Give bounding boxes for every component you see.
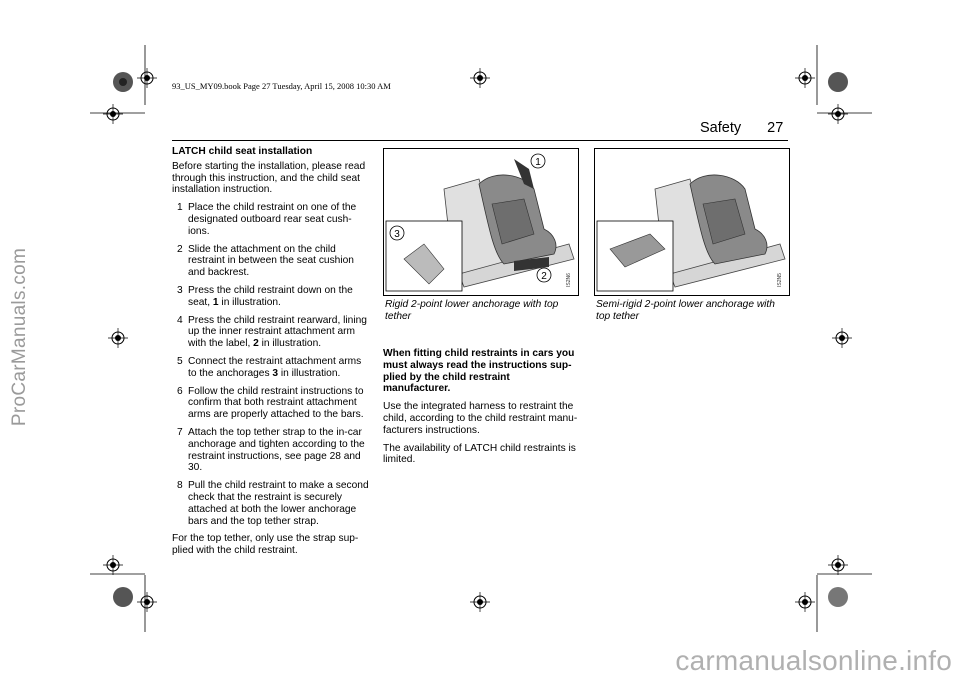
section-title: Safety [700, 120, 742, 136]
child-seat-illustration [384, 149, 578, 295]
side-watermark: ProCarManuals.com [9, 247, 30, 427]
header-rule [172, 140, 788, 141]
child-seat-illustration [595, 149, 789, 295]
crosshair-icon [828, 104, 848, 124]
registration-target-icon [823, 582, 853, 612]
callout-2: 2 [541, 271, 547, 282]
crosshair-icon [470, 68, 490, 88]
figure-rigid-anchorage [383, 148, 579, 296]
crosshair-icon [832, 328, 852, 348]
installation-steps [172, 202, 370, 527]
page-header [700, 120, 783, 136]
intro-paragraph: Before starting the installation, please read through this instruction, and the child seat installation instruction. [172, 160, 366, 196]
crosshair-icon [108, 328, 128, 348]
list-item: 7 Attach the top tether strap to the in-car anchorage and tighten according to the restraint instructions, see page 28 and 30. [177, 426, 365, 474]
list-item: 3 Press the child restraint down on the seat, 1 in illustration. [177, 284, 353, 308]
figure-code: IS2N5 [776, 273, 783, 287]
figure-semi-rigid-anchorage [594, 148, 790, 296]
outro-paragraph: For the top tether, only use the strap sup-plied with the child restraint. [172, 533, 359, 557]
figure-caption: Rigid 2-point lower anchorage with top tether [385, 299, 559, 322]
list-item: 8 Pull the child restraint to make a second check that the restraint is securely attached at both the lower anchorage bars and the top tether strap. [177, 480, 369, 527]
crosshair-icon [795, 592, 815, 612]
crosshair-icon [137, 68, 157, 88]
list-item: 4 Press the child restraint rearward, lining up the inner restraint attachment arm with the label, 2 in illustration. [177, 314, 367, 350]
list-item: 5 Connect the restraint attachment arms to the anchorages 3 in illustration. [177, 355, 362, 379]
harness-paragraph: Use the integrated harness to restraint the child, according to the child restraint manu-facturers instructions. [383, 401, 578, 436]
crosshair-icon [103, 104, 123, 124]
middle-column [383, 348, 579, 472]
callout-1: 1 [535, 157, 541, 168]
figure-caption: Semi-rigid 2-point lower anchorage with top tether [596, 299, 775, 322]
crosshair-icon [137, 592, 157, 612]
page-number: 27 [767, 120, 784, 136]
crosshair-icon [828, 555, 848, 575]
file-stamp: 93_US_MY09.book Page 27 Tuesday, April 15, 2008 10:30 AM [172, 81, 391, 91]
figure-code: IS2N6 [565, 273, 572, 287]
crosshair-icon [795, 68, 815, 88]
crosshair-icon [103, 555, 123, 575]
warning-paragraph: When fitting child restraints in cars you must always read the instructions sup-plied by the child restraint manufacturer. [383, 348, 575, 395]
list-item: 1 Place the child restraint on one of the designated outboard rear seat cush-ions. [177, 202, 357, 237]
section-heading: LATCH child seat installation [172, 146, 313, 157]
list-item: 2 Slide the attachment on the child restraint in between the seat cushion and backrest. [177, 243, 354, 279]
registration-target-icon [108, 67, 138, 97]
availability-paragraph: The availability of LATCH child restraints is limited. [383, 442, 576, 466]
registration-target-icon [108, 582, 138, 612]
bottom-watermark: carmanualsonline.info [675, 645, 952, 676]
callout-3: 3 [394, 229, 400, 240]
registration-target-icon [823, 67, 853, 97]
list-item: 6 Follow the child restraint instructions to confirm that both restraint attachment arms are properly attached to the bars. [177, 385, 364, 421]
left-column [172, 146, 370, 563]
crosshair-icon [470, 592, 490, 612]
